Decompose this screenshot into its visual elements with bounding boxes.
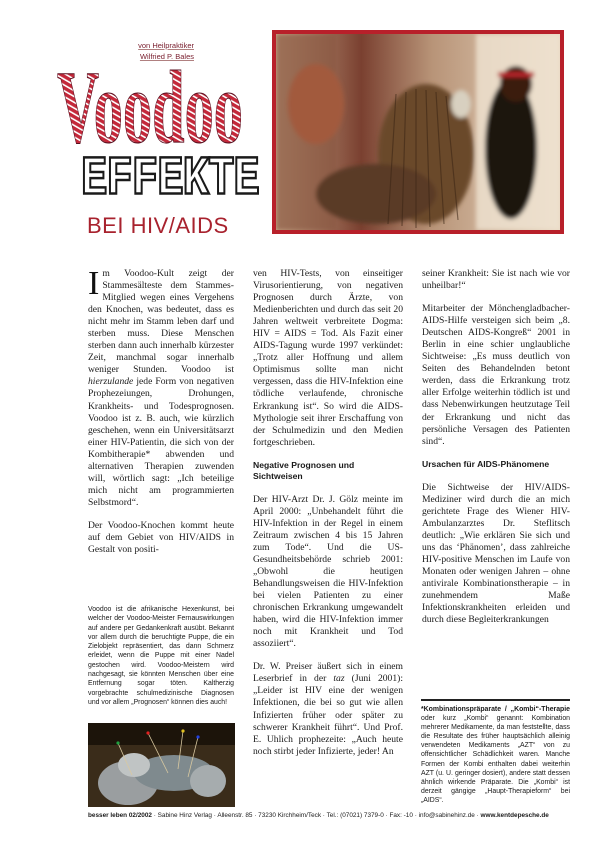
paragraph: Mitarbeiter der Mönchengladbacher-AIDS-Hilfe versteigen sich beim „8. Deutschen AIDS-Kongreß“ 2001 in Berlin in eine schier unglaubliche Sichtweise: „Es muss deutlich von Seiten des Behandelnden betont werden, dass die Erkrankung trotz aller Erfolge weiterhin tödlich ist und dass Nebenwirkungen heutzutage Teil der Erkrankung und nicht das persönliche Versagen des Patienten sind“. [422,303,570,447]
byline-line-2: Wilfried P. Bales [139,52,194,61]
header-photo [272,30,564,234]
paragraph: ven HIV-Tests, von einseitiger Virusorientierung, von negativen Prognosen durch Ärzte, von Medienberichten und durch das seit 20 Jahren weltweit verbreitete Dogma: HIV = AIDS = Tod. Als Fazit einer AIDS-Tagung wurde 1997 verkündet: „Trotz aller Hoffnung und allem Optimismus sollte man nicht vergessen, dass die HIV-Infektion eine tödliche verlaufende, chronische Erkrankung ist“. So wird die AIDS-Mythologie seit ihrer Erschaffung von der Schulmedizin und den Medien fortgeschrieben. [253,268,403,448]
title-voodoo-text: Voodoo [57,50,243,152]
sidebar-voodoo-definition: Voodoo ist die afrikanische Hexenkunst, bei welcher der Voodoo-Meister Fernauswirkungen auf andere per Gedankenkraft ausübt. Bekannt vor allem durch die beruchtigte Puppe, die ein Zielobjekt repräsentiert, das dann Schmerz erleidet, wenn die Puppe mit einer Nadel gestochen wird. Voodoo-Meistern wird nachgesagt, sie könnten Menschen über eine Entfernung sogar töten. Kaltherzig vorgebrachte schulmedizinische Diagnosen und vor allem „Prognosen“ können dies auch! [88,606,234,706]
paragraph: Der HIV-Arzt Dr. J. Gölz meinte im April 2000: „Unbehandelt führt die HIV-Infektion in der Regel in einem Zeitraum zwischen 4 bis 15 Jahren zum Tode“. Und die US-Gesundheitsbehörde schrieb 2001: „Obwohl die heutigen Behandlungsweisen die HIV-Infektion bei vielen Patienten zu einer chronischen Erkrankung umgewandelt haben, wird die HIV-Infektion immer noch mit Krankheit und Tod assoziiert“. [253,493,403,650]
byline [106,40,194,62]
article-column-1 [88,265,234,567]
article-column-2 [253,268,403,769]
voodoo-doll-image [88,723,235,807]
voodoo-doll-photo [88,723,235,807]
footer-info: · Sabine Hinz Verlag · Alleenstr. 85 · 73230 Kirchheim/Teck · Tel.: (07021) 7379-0 · Fax: -10 · info@sabinehinz.de · [151,812,481,819]
section-heading-negative-prognoses: Negative Prognosen und Sichtweisen [253,459,355,481]
footer-url[interactable]: www.kentdepesche.de [480,812,549,819]
footnote-box [421,699,570,805]
paragraph: Die Sichtweise der HIV/AIDS-Mediziner wird durch die an mich gerichtete Frage des Wiener HIV-Ambulanzarztes Dr. Steflitsch deutlich: „Wie erklären Sie sich und uns das ‘Phänomen’, dass zahlreiche HIV-positive Menschen im Laufe von Monaten oder wenigen Jahren – ohne antivirale Kombinationstherapie – in zunehmendem Maße Infektionskrankheiten erleiden und durch diese Begleiterkrankungen [422,481,570,626]
paragraph: Dr. W. Preiser äußert sich in einem Leserbrief in der taz (Juni 2001): „Leider ist HIV eine der wenigen Infektionen, die bei so gut wie allen Infizierten früher oder später zu schwerer Krankheit führt“. Und Prof. E. Uhlich prophezeite: „Auch heute noch stirbt jeder Infizierte, jeder! An [253,661,403,757]
drop-cap: I [88,265,100,302]
page-footer [88,812,570,819]
footnote-text: oder kurz „Kombi“ genannt: Kombination mehrerer Medikamente, da man feststellte, dass die Resultate des früher hauptsächlich alleinig verwendeten Medikaments „AZT“ von zu offensichtlicher Schädlichkeit waren. Manche Formen der Kombi enthalten dabei weiterhin AZT (u. U. geringer dosiert), andere statt dessen ähnlich wirkende Präparate. Die „Kombi“ ist derzeit gängige „Haupt-Therapieform“ bei „AIDS“. [421,715,570,804]
article-column-3 [422,268,570,637]
section-heading-causes: Ursachen für AIDS-Phänomene [422,458,550,469]
paragraph: seiner Krankheit: Sie ist nach wie vor unheilbar!“ [422,268,570,292]
title-effekte: EFFEKTE [81,148,259,211]
intro-paragraph: Im Voodoo-Kult zeigt der Stammesälteste dem Stammes-Mitglied wegen eines Vergehens den Knochen, was bedeutet, dass es nicht mehr im Stamm leben darf und sterben muss. Diese Menschen sterben dann auch innerhalb kürzester Zeit, manchmal sogar innerhalb weniger Stunden. Voodoo ist hierzulande jede Form von negativen Prophezeiungen, Drohungen, Krankheits- und Todesprognosen. Voodoo ist z. B. auch, wie kürzlich geschehen, wenn ein Universitätsarzt einer HIV-Patientin, die sich von der Kombitherapie* abwenden und alternativen Therapien zuwenden will, wörtlich sagt: „Ich beteilige mich nicht am programmierten Selbstmord“. [88,265,234,508]
photo-ceremony-image [276,34,560,230]
paragraph: Der Voodoo-Knochen kommt heute auf dem Gebiet von HIV/AIDS in Gestalt von positi- [88,519,234,556]
title-topic: BEI HIV/AIDS [87,213,229,238]
footer-issue: besser leben 02/2002 [88,812,152,819]
byline-line-1: von Heilpraktiker [138,41,194,50]
footnote-term: *Kombinationspräparate / „Kombi“-Therapie [421,706,570,713]
